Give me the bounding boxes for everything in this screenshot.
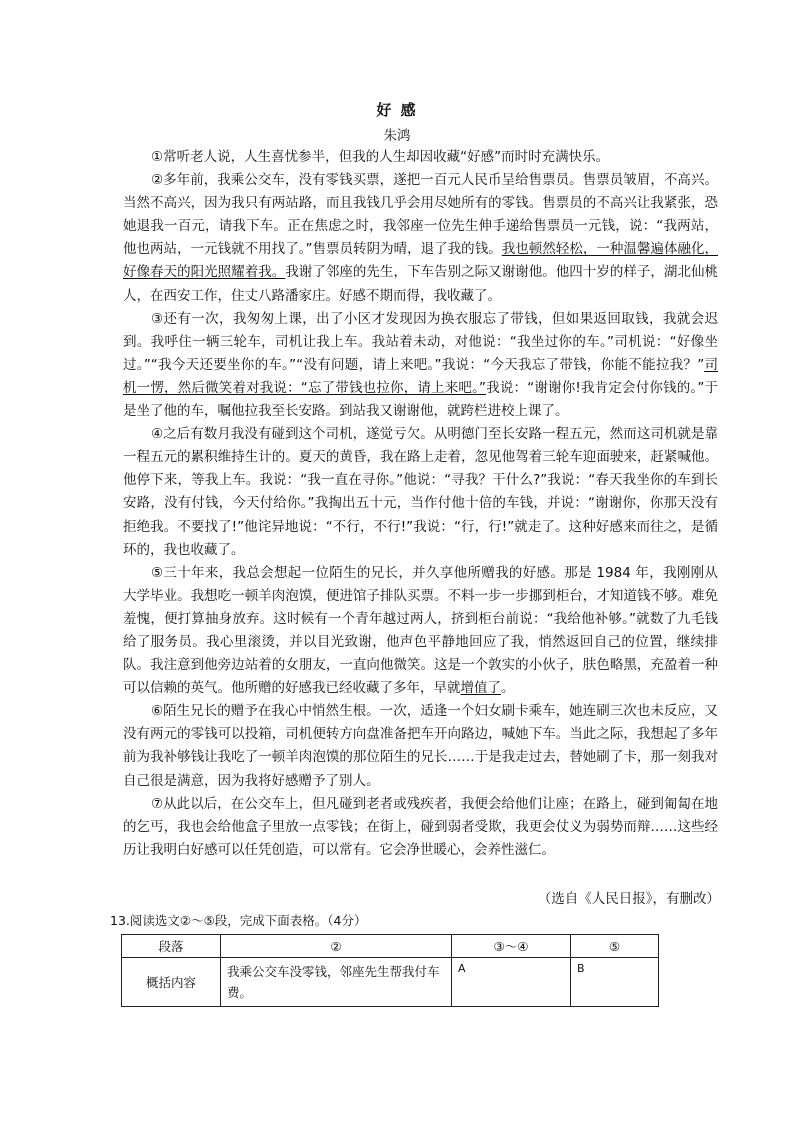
paragraph-text: ③还有一次，我匆匆上课，出了小区才发现因为换衣服忘了带钱，但如果返回取钱，我就会迟到。我呼住一辆三轮车，司机让我上车。我站着未动，对他说：“我坐过你的车。”司机说：“好像坐过。”“我今天还要坐你的车。”“没有问题，请上来吧。”我说：“今天我忘了带钱，你能不能拉我？” (123, 310, 718, 373)
underlined-sentence: 司机一愣，然后微笑着对我说：“忘了带钱也拉你，请上来吧。” (123, 356, 719, 396)
summary-table (121, 934, 659, 1007)
underlined-sentence: 增值了 (460, 680, 501, 697)
paragraph-text: ④之后有数月我没有碰到这个司机，遂觉亏欠。从明德门至长安路一程五元，然而这司机就是靠一程五元的累积维持生计的。夏天的黄昏，我在路上走着，忽见他驾着三轮车迎面驶来，赶紧喊他。他停下来，等我上车。我说：“我一直在寻你。”他说：“寻我？干什么?”我说：“春天我坐你的车到长安路，没有付钱，今天付给你。”我掏出五十元，当作付他十倍的车钱，并说：“谢谢你，你那天没有拒绝我。不要找了!”他诧异地说：“不行，不行!”我说：“行，行!”就走了。这种好感来而往之，是循环的，我也收藏了。 (123, 426, 718, 558)
paragraph-text: ⑤三十年来，我总会想起一位陌生的兄长，并久享他所赠我的好感。那是 1984 年，我刚刚从大学毕业。我想吃一顿羊肉泡馍，便进馆子排队买票。不料一步一步挪到柜台，才知道钱不够。难免羞愧，便打算抽身放弃。这时候有一个青年越过两人，挤到柜台前说：“我给他补够。”就数了九毛钱给了服务员。我心里滚烫，并以目光致谢，他声色平静地回应了我，悄然返回自己的位置，继续排队。我注意到他旁边站着的女朋友，一直向他微笑。这是一个敦实的小伙子，肤色略黑，充盈着一种可以信赖的英气。他所赠的好感我已经收藏了多年，早就 (123, 564, 718, 697)
article-paragraph (123, 793, 718, 862)
article-paragraph (123, 169, 718, 308)
article-title: 好 感 (376, 101, 418, 119)
paragraph-text: 我说：“谢谢你!我肯定会付你钱的。”于是坐了他的车，嘱他拉我至长安路。到站我又谢谢他，就跨栏进校上课了。 (123, 379, 718, 420)
article-paragraph (123, 700, 718, 792)
article-author: 朱鸿 (383, 128, 411, 144)
article-body (123, 146, 718, 862)
article-paragraph (123, 308, 718, 423)
paragraph-text: ②多年前，我乘公交车，没有零钱买票，遂把一百元人民币呈给售票员。售票员皱眉，不高兴。当然不高兴，因为我只有两站路，而且我钱几乎会用尽她所有的零钱。售票员的不高兴让我紧张，恐她退我一百元，请我下车。正在焦虑之时，我邻座一位先生伸手递给售票员一元钱，说：“我两站，他也两站，一元钱就不用找了。”售票员转阴为晴，退了我的钱。 (123, 172, 718, 258)
question-13-prompt: 13.阅读选文②～⑤段，完成下面表格。（4分） (110, 913, 367, 928)
table-row-label: 概括内容 (122, 958, 221, 1007)
article-paragraph (123, 562, 718, 701)
table-header-row (122, 935, 659, 958)
article-source: （选自《人民日报》，有删改） (537, 891, 720, 907)
paragraph-text: ①常听老人说，人生喜忧参半，但我的人生却因收藏“好感”而时时充满快乐。 (151, 149, 610, 165)
paragraph-text: ⑥陌生兄长的赠予在我心中悄然生根。一次，适逢一个妇女刷卡乘车，她连刷三次也未反应，又没有两元的零钱可以投箱，司机便转方向盘准备把车开向路边，喊她下车。当此之际，我想起了多年前为我补够钱让我吃了一顿羊肉泡馍的那位陌生的兄长……于是我走过去，替她刷了卡，那一刻我对自己很是满意，因为我将好感赠予了别人。 (123, 703, 718, 789)
table-cell-para2: 我乘公交车没零钱，邻座先生帮我付车费。 (221, 958, 452, 1007)
underlined-sentence: 我也顿然轻松，一种温馨遍体融化，好像春天的阳光照耀着我。 (123, 241, 719, 281)
answer-blank-b[interactable]: B (571, 958, 659, 1007)
table-header-cell: 段落 (122, 935, 221, 958)
paragraph-text: 我谢了邻座的先生，下车告别之际又谢谢他。他四十岁的样子，湖北仙桃人，在西安工作，住丈八路潘家庄。好感不期而得，我收藏了。 (123, 264, 719, 304)
article-paragraph (123, 146, 718, 169)
article-paragraph (123, 423, 718, 562)
paragraph-text: ⑦从此以后，在公交车上，但凡碰到老者或残疾者，我便会给他们让座；在路上，碰到匍匐在地的乞丐，我也会给他盒子里放一点零钱；在街上，碰到弱者受欺，我更会仗义为弱势而辩……这些经历让我明白好感可以任凭创造，可以常有。它会净世暖心，会养性滋仁。 (123, 795, 718, 858)
table-header-cell: ② (221, 935, 452, 958)
table-header-cell: ③～④ (452, 935, 571, 958)
table-header-cell: ⑤ (571, 935, 659, 958)
answer-blank-a[interactable]: A (452, 958, 571, 1007)
paragraph-text: 。 (501, 680, 515, 697)
table-row (122, 958, 659, 1007)
